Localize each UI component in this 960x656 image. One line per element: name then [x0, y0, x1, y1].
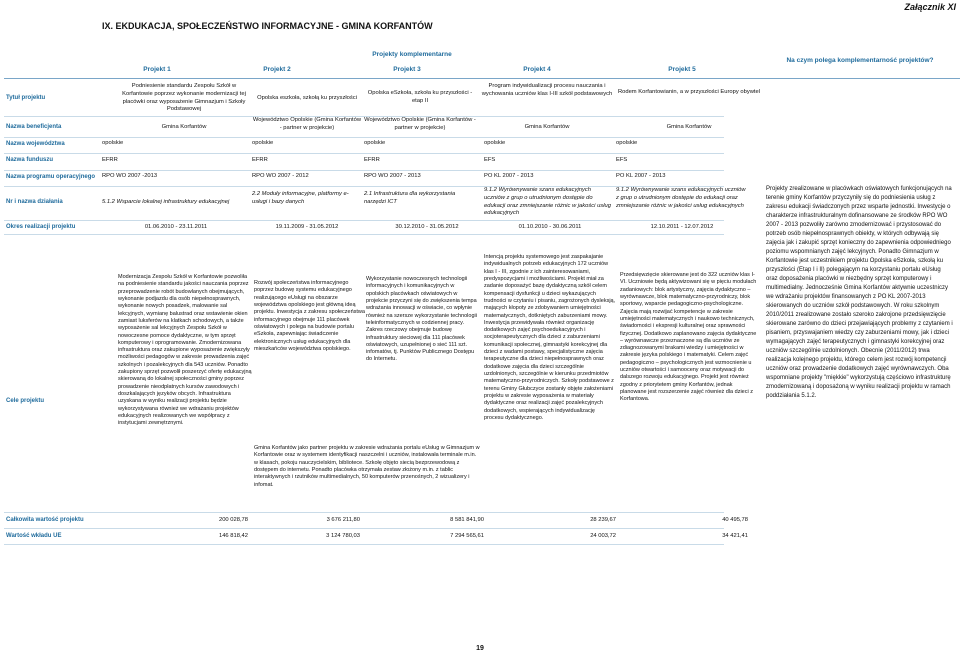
header-group: Projekty komplementarne [372, 51, 452, 58]
complementarity-text: Projekty zrealizowane w placówkach oświatowych funkcjonujących na terenie gminy Korfantów przyczyniły się do podniesienia usług z zakresu edukacji świadczonych przez wsparte jednostki. Inwestycje o charakterze infrastrukturalnym dofinansowane ze środków RPO WO 2007 - 2013 pozwoliły zarówno zmodernizować i przystosować do potrzeb osób niepełnosprawnych obiekty, w których odbywają się zajęcia jak i zakupić sprzęt konieczny do zapewnienia odpowiedniego poziomu wspomnianych zajęć lekcyjnych. Ponadto Gimnazjum w Korfantowie jest uczestnikiem projektu Opolska eSzkoła, szkołą ku przyszłości (Etap I i II) polegającym na korzystaniu portalu eUsług oraz doposażenia placówki w niezbędny sprzęt komputerowy i multimedialny. Jednocześnie Gmina Korfantów aktywnie uczestniczy we wdrażaniu projektów finansowanych z PO KL 2007-2013 skierowanych do uczniów szkół podstawowych. W roku szkolnym 2010/2011 zrealizowane zostało szeroko zakrojone przedsięwzięcie skierowane zarówno do dzieci przejawiających problemy z czytaniem i pisaniem, przyswajaniem wiedzy czy zaburzeniami mowy, jak i dzieci wymagających zajęć terapeutycznych i gimnastyki korekcyjnej oraz uczniów szczególnie uzdolnionych. Obecnie (2011/2012) trwa realizacja kolejnego projektu, którego celem jest rozwój kompetencji uczniów oraz prowadzenie dodatkowych zajęć wyrównawczych. Oba wspomniane projekty "miękkie" wykorzystują częściowo infrastrukturę zmodernizowaną i doposażoną w wyniku realizacji projektu w ramach poddziałania 5.1.2. [766, 186, 953, 399]
fund-project-2: EFRR [252, 157, 268, 163]
title-project-3: Opolska eSzkoła, szkoła ku przyszłości - etap II [367, 90, 473, 104]
label-total: Całkowita wartość projektu [6, 517, 84, 523]
title-project-5: Rodem Korfantowianin, a w przyszłości Europy obywtel [617, 89, 761, 95]
contribution-project-5: 34 421,41 [722, 533, 748, 539]
voivodeship-project-4: opolskie [484, 140, 506, 146]
program-project-1: RPO WO 2007 -2013 [102, 173, 158, 179]
contribution-project-2: 3 124 780,03 [326, 533, 360, 539]
label-voivodeship: Nazwa województwa [6, 141, 65, 147]
voivodeship-project-1: opolskie [102, 140, 124, 146]
header-project-4: Projekt 4 [523, 66, 551, 73]
action-project-5: 9.1.2 Wyrównywanie szans edukacyjnych uczniów z grup o utrudnionym dostępie do edukacji oraz zmniejszanie różnic w jakości usług edukacyjnych [616, 187, 746, 209]
voivodeship-project-5: opolskie [616, 140, 638, 146]
period-project-4: 01.10.2010 - 30.06.2011 [518, 224, 582, 230]
voivodeship-project-2: opolskie [252, 140, 274, 146]
goal-project-3: Wykorzystanie nowoczesnych technologii informacyjnych i komunikacyjnych w opolskich placówkach oświatowych w projekcie przyczyni się do zwiększenia tempa wdrażania innowacji w oświacie, co wpłynie również na szersze wykorzystanie technologii teleinformatycznych w codziennej pracy. Zakres rzeczowy obejmuje budowę infrastruktury sieciowej dla 111 placówek oświatowych, uzupełnionej o sieć 111 szt. infomatów, tj. Punktów Publicznego Dostępu do Internetu. [366, 276, 477, 363]
action-project-2: 2.2 Moduły informacyjne, platformy e-usługi i bazy danych [252, 191, 349, 205]
fund-project-4: EFS [484, 157, 496, 163]
fund-project-1: EFRR [102, 157, 118, 163]
page-number: 19 [476, 645, 484, 652]
program-project-3: RPO WO 2007 - 2013 [364, 173, 421, 179]
total-project-1: 200 028,78 [218, 517, 248, 523]
header-project-3: Projekt 3 [393, 66, 421, 73]
action-project-3: 2.1 Infrastruktura dla wykorzystania narzędzi ICT [364, 191, 456, 205]
beneficiary-project-2: Województwo Opolskie (Gmina Korfantów - partner w projekcie) [252, 117, 362, 131]
contribution-project-1: 146 818,42 [218, 533, 248, 539]
title-project-1: Podniesienie standardu Zespołu Szkół w Korfantowie poprzez wykonanie modernizacji tej placówki oraz wyposażenie Gimnazjum i Szkoły Podstawowej [122, 83, 246, 113]
period-project-3: 30.12.2010 - 31.05.2012 [395, 224, 459, 230]
fund-project-5: EFS [616, 157, 628, 163]
header-project-1: Projekt 1 [143, 66, 171, 73]
total-project-2: 3 676 211,80 [326, 517, 360, 523]
label-title: Tytuł projektu [6, 95, 46, 101]
total-project-3: 8 581 841,90 [450, 517, 484, 523]
contribution-project-4: 24 003,72 [590, 533, 616, 539]
label-fund: Nazwa funduszu [6, 157, 54, 163]
fund-project-3: EFRR [364, 157, 380, 163]
program-project-4: PO KL 2007 - 2013 [484, 173, 534, 179]
header-project-2: Projekt 2 [263, 66, 291, 73]
program-project-2: RPO WO 2007 - 2012 [252, 173, 309, 179]
action-project-4: 9.1.2 Wyrównywanie szans edukacyjnych uczniów z grup o utrudnionym dostępie do edukacji oraz zmniejszanie różnic w jakości usług edukacyjnych [484, 187, 611, 217]
label-period: Okres realizacji projektu [6, 224, 76, 230]
label-goals: Cele projektu [6, 398, 45, 404]
contribution-project-3: 7 294 565,61 [450, 533, 484, 539]
period-project-1: 01.06.2010 - 23.11.2011 [144, 224, 208, 230]
total-project-4: 28 239,67 [590, 517, 616, 523]
attachment-label: Załącznik XI [904, 2, 956, 12]
goal-project-1: Modernizacja Zespołu Szkół w Korfantowie pozwoliła na podniesienie standardu jakości nauczania poprzez przeprowadzenie robót budowlanych obejmujących, wykonanie podjazdu dla osób niepełnosprawnych, wykonanie nowych posadzek, malowanie sal lekcyjnych, wymianę balustrad oraz wstawienie okien zamiast luksferów na klatkach schodowych, a także wyposażenie sal lekcyjnych Zespołu Szkół w nowoczesne pomoce dydaktyczne, w tym sprzęt komputerowy i oprogramowanie. Zmodernizowana infrastruktura oraz zakupione wyposażenie zwiększyły możliwości pedagogów w zakresie prowadzenia zajęć szkolnych i pozalekcyjnych dla 543 uczniów. Ponadto zakupiony sprzęt pozwolił poszerzyć ofertę edukacyjną skierowaną do lokalnej społeczności gminy poprzez prowadzenie nieodpłatnych kursów zawodowych i doszkalających języków obcych. Infrastruktura uzyskana w wyniku realizacji projektu będzie wykorzystywana również we wdrażaniu projektów edukacyjnych realizowanych we współpracy z instytucjami zewnętrznymi. [118, 274, 252, 427]
voivodeship-project-3: opolskie [364, 140, 386, 146]
beneficiary-project-5: Gmina Korfantów [666, 124, 712, 130]
title-project-2: Opolska eszkoła, szkołą ku przyszłości [257, 95, 357, 101]
beneficiary-project-4: Gmina Korfantów [524, 124, 570, 130]
goal-project-2: Rozwój społeczeństwa informacyjnego poprzez budowę systemu edukacyjnego realizującego eUsługi na obszarze województwa opolskiego jest główną ideą projektu. Inwestycja z zakresu społeczeństwa informacyjnego obejmuje 111 placówek oświatowych i polega na budowie portalu eSzkoła, zapewniając świadczenie elektronicznych usług edukacyjnych dla mieszkańców województwa opolskiego. [254, 280, 365, 352]
header-question: Na czym polega komplementarność projektów? [786, 57, 934, 64]
header-project-5: Projekt 5 [668, 66, 696, 73]
beneficiary-project-3: Województwo Opolskie (Gmina Korfantów - partner w projekcie) [364, 117, 476, 131]
action-project-1: 5.1.2 Wsparcie lokalnej infrastruktury edukacyjnej [102, 199, 230, 205]
label-action: Nr i nazwa działania [6, 199, 63, 205]
goal-project-2-extra: Gmina Korfantów jako partner projektu w zakresie wdrażania portalu eUsług w Gimnazjum w Korfantowie oraz w systemem identyfikacji naszczelni i uczniów, instalowała terminale m.in. w klasach, pokoju nauczycielskim, bibliotece. Szkołę objęto siecią bezprzewodową z dostępem do internetu. Ponadto placówka otrzymała zestaw złożony m.in. z tablic interaktywnych i rzutników multimedialnych, 50 komputerów przenośnych, 2 wizualizery i infomat. [254, 445, 480, 488]
goal-project-5: Przedsięwzięcie skierowane jest do 322 uczniów klas I-VI. Uczniowie będą aktywizowani się w pięciu modułach zadaniowych: blok artystyczny, zajęcia dydaktyczno – wyrównawcze, blok matematyczno-przyrodniczy, blok sportowy, wsparcie pedagogiczno-psychologiczne. Zajęcia mają rozwijać kompetencje w zakresie umiejętności matematycznych i naukowo technicznych, świadomości i ekspresji kulturalnej oraz sprawności fizycznej. Dodatkowo zaplanowano zajęcia dydaktyczne – wyrównawcze przeznaczone są dla uczniów ze zdiagnozowanymi brakami wiedzy i umiejętności w zakresie języka polskiego i matematyki. Celem zajęć pedagogiczno – psychologicznych jest wzmocnienie u uczniów otwartości i samooceny oraz motywacji do dalszego rozwoju edukacyjnego. Projekt jest również zgodny z priorytetem gminy Korfantów, jednak planowane jest rozszerzenie zajęć również dla dzieci z Korfantowa. [620, 272, 757, 403]
section-title: IX. EKDUKACJA, SPOŁECZEŃSTWO INFORMACYJNE - GMINA KORFANTÓW [102, 21, 433, 31]
label-beneficiary: Nazwa beneficjenta [6, 124, 62, 130]
label-contribution: Wartość wkładu UE [6, 533, 62, 539]
label-program: Nazwa programu operacyjnego [6, 174, 96, 180]
goal-project-4: Intencją projektu systemowego jest zaspakajanie indywidualnych potrzeb edukacyjnych 172 uczniów klas I - III, zgodnie z ich zainteresowaniami, predyspozycjami i możliwościami. Projekt miał za zadanie doposażyć bazę dydaktyczną szkół celem kompensacji dysfunkcji u dzieci wykazujących trudności w czytaniu i pisaniu, zagrożonych dysleksją, mających kłopoty ze zdobywaniem umiejętności matematycznych, dotkniętych zaburzeniami mowy. Inwestycja przewidywała również organizację dodatkowych zajęć psychoedukacyjnych i socjoterapeutycznych dla dzieci z zaburzeniami komunikacji społecznej, gimnastyki korekcyjnej dla dzieci z wadami postawy, specjalistyczne zajęcia terapeutyczne dla dzieci niepełnosprawnych oraz dodatkowe zajęcia dla dzieci szczególnie uzdolnionych, szczególnie w kierunku przedmiotów matematyczno-przyrodniczych. Szkoły podstawowe z terenu Gminy Głubczyce zostanły objęte założeniami projektu w zakresie wyposażenia w materiały dydaktyczne oraz realizacji zajęć pozalekcyjnych dodatkowych, wspierających indywidualizację procesu dydaktycznego. [484, 254, 616, 421]
program-project-5: PO KL 2007 - 2013 [616, 173, 666, 179]
total-project-5: 40 495,78 [722, 517, 748, 523]
beneficiary-project-1: Gmina Korfantów [161, 124, 207, 130]
period-project-5: 12.10.2011 - 12.07.2012 [650, 224, 714, 230]
title-project-4: Program indywidualizacji procesu nauczania i wychowania uczniów klas I-III szkół podstawowych [481, 83, 613, 97]
period-project-2: 19.11.2009 - 31.05.2012 [275, 224, 339, 230]
